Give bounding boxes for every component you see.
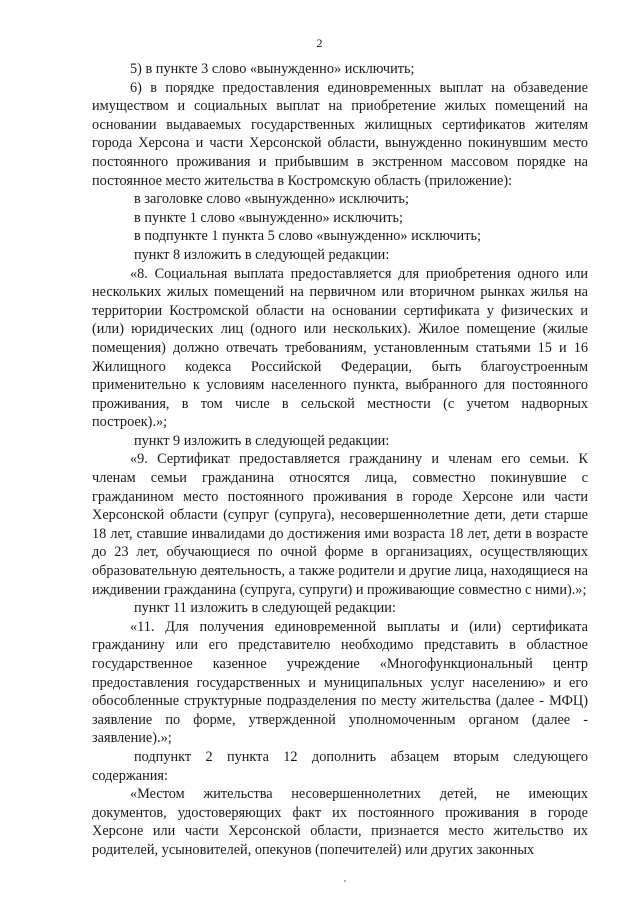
amendment-title: в заголовке слово «вынужденно» исключить; [134, 191, 409, 208]
scan-speck [344, 880, 346, 882]
point-8-text: «8. Социальная выплата предоставляется для приобретения одного или нескольких жилых помещений на первичном или вторичном рынках жилья на территории Костромской области на основании сертификата у физических и (или) юридических лиц (одного или нескольких). Жилое помещение (жилые помещения) должно отвечать требованиям, установленным статьями 15 и 16 Жилищного кодекса Российской Федерации, быть благоустроенным применительно к условиям населенного пункта, выбранного для постоянного проживания, в том числе в сельской местности (с учетом надворных построек).»; [92, 265, 588, 431]
amendment-point-5: в подпункте 1 пункта 5 слово «вынужденно» исключить; [134, 228, 481, 245]
amendment-point-8-intro: пункт 8 изложить в следующей редакции: [134, 246, 390, 263]
page-number: 2 [316, 36, 323, 50]
document-body [92, 60, 588, 860]
point-9-text: «9. Сертификат предоставляется гражданину и членам его семьи. К членам семьи гражданина относятся лица, совместно покинувшие с гражданином место постоянного проживания в городе Херсоне или части Херсонской области (супруг (супруга), несовершеннолетние дети, дети старше 18 лет, ставшие инвалидами до достижения ими возраста 18 лет, дети в возрасте до 23 лет, обучающиеся по очной форме в организациях, осуществляющих образовательную деятельность, а также родители и другие лица, находящиеся на иждивении гражданина (супруга, супруги) и проживающие совместно с ними).»; [92, 451, 588, 598]
amendment-point-1: в пункте 1 слово «вынужденно» исключить; [134, 209, 404, 226]
paragraph-item-5: 5) в пункте 3 слово «вынужденно» исключить; [130, 61, 415, 77]
amendment-point-9-intro: пункт 9 изложить в следующей редакции: [134, 432, 390, 449]
point-11-text: «11. Для получения единовременной выплаты и (или) сертификата гражданину или его представителю необходимо представить в областное государственное казенное учреждение «Многофункциональный центр предоставления государственных и муниципальных услуг населению» и его обособленные структурные подразделения по месту жительства (далее - МФЦ) заявление по форме, утвержденной уполномоченным органом (далее - заявление).»; [92, 618, 588, 747]
paragraph-item-6: 6) в порядке предоставления единовременных выплат на обзаведение имуществом и социальных выплат на приобретение жилых помещений на основании выдаваемых государственных жилищных сертификатов жителям города Херсона и части Херсонской области, вынужденно покинувшим место постоянного проживания и прибывшим в экстренном массовом порядке на постоянное место жительства в Костромскую область (приложение): [92, 79, 588, 189]
point-12-added-text: «Местом жительства несовершеннолетних детей, не имеющих документов, удостоверяющих факт их постоянного проживания в городе Херсоне или части Херсонской области, признается место жительство их родителей, усыновителей, опекунов (попечителей) или других законных [92, 786, 588, 858]
amendment-point-11-intro: пункт 11 изложить в следующей редакции: [134, 600, 396, 617]
amendment-point-12-intro: подпункт 2 пункта 12 дополнить абзацем вторым следующего содержания: [92, 748, 588, 784]
